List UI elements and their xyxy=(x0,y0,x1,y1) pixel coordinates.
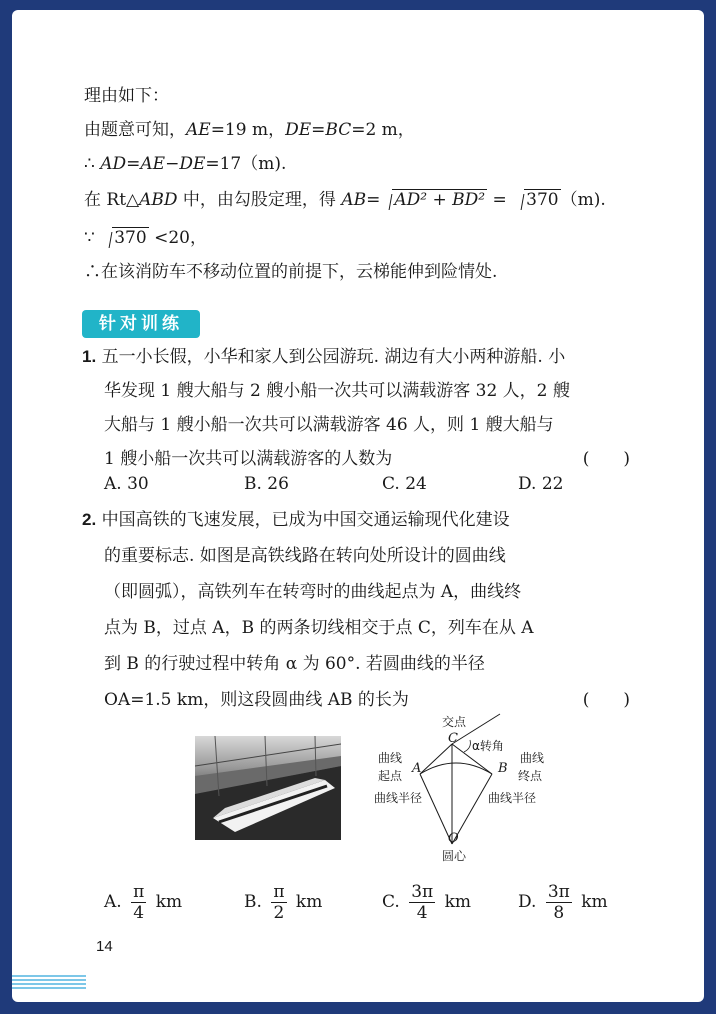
label-center: 圆心 xyxy=(442,849,467,863)
label-curve-start-1: 曲线 xyxy=(378,751,403,765)
answer-paren: ( ) xyxy=(582,449,630,469)
option-c: C. $\frac{3\pi}{4}$ km xyxy=(382,882,472,923)
textbook-page xyxy=(12,10,704,1002)
problem-2-line: 的重要标志. 如图是高铁线路在转向处所设计的圆曲线 xyxy=(104,546,506,566)
solution-line-6: ∴在该消防车不移动位置的前提下，云梯能伸到险情处. xyxy=(84,262,498,282)
curve-diagram xyxy=(352,710,572,870)
fraction: $\frac{3\pi}{4}$ xyxy=(411,882,434,923)
train-photo xyxy=(195,736,341,840)
problem-1-line: 华发现 1 艘大船与 2 艘小船一次共可以满载游客 32 人，2 艘 xyxy=(104,381,570,401)
fraction: $\frac{\pi}{2}$ xyxy=(273,882,285,923)
problem-2-line: （即圆弧），高铁列车在转弯时的曲线起点为 A，曲线终 xyxy=(104,582,522,602)
label-o: O xyxy=(448,831,459,846)
option-d: D. $\frac{3\pi}{8}$ km xyxy=(518,882,608,923)
sqrt-370-b: 370 xyxy=(100,226,148,250)
problem-2-line: 到 B 的行驶过程中转角 α 为 60°. 若圆曲线的半径 xyxy=(104,654,485,674)
solution-line-4: 在 Rt△ABD 中，由勾股定理，得 AB= AD² + BD² = 370 （m). xyxy=(84,190,606,210)
sqrt-370: 370 xyxy=(512,188,560,212)
train-illustration xyxy=(195,736,341,840)
problem-2 xyxy=(82,502,630,718)
footer-stripes xyxy=(12,975,86,991)
option-a: A. $\frac{\pi}{4}$ km xyxy=(104,882,183,923)
solution-line-3: ∴ AD=AE−DE=17（m). xyxy=(84,154,287,174)
problem-1-line: 1. 五一小长假，小华和家人到公园游玩. 湖边有大小两种游船. 小 xyxy=(82,347,566,367)
sqrt-expression: AD² + BD² xyxy=(380,188,487,212)
label-b: B xyxy=(498,761,508,776)
tangent-line-a xyxy=(420,744,452,774)
label-turn-angle: α转角 xyxy=(472,739,504,753)
option-b: B. 26 xyxy=(244,474,289,494)
problem-1-line: 大船与 1 艘小船一次共可以满载游客 46 人，则 1 艘大船与 xyxy=(104,415,554,435)
label-intersection: 交点 xyxy=(442,715,467,729)
option-a: A. 30 xyxy=(104,474,149,494)
section-badge: 针对训练 xyxy=(82,310,200,338)
problem-2-line: 2. 中国高铁的飞速发展，已成为中国交通运输现代化建设 xyxy=(82,510,510,530)
label-radius-right: 曲线半径 xyxy=(488,791,537,805)
solution-line-1: 理由如下： xyxy=(84,86,169,106)
option-b: B. $\frac{\pi}{2}$ km xyxy=(244,882,323,923)
fraction: $\frac{\pi}{4}$ xyxy=(133,882,145,923)
arc-ab xyxy=(420,763,492,774)
answer-paren: ( ) xyxy=(582,690,630,710)
problem-1-line: 1 艘小船一次共可以满载游客的人数为 ( ) xyxy=(82,442,630,476)
label-curve-start-2: 起点 xyxy=(378,769,403,783)
option-c: C. 24 xyxy=(382,474,427,494)
label-curve-end-1: 曲线 xyxy=(520,751,545,765)
label-radius-left: 曲线半径 xyxy=(374,791,423,805)
solution-line-2: 由题意可知，AE=19 m，DE=BC=2 m， xyxy=(84,120,415,140)
page-number: 14 xyxy=(96,938,113,955)
label-curve-end-2: 终点 xyxy=(518,769,543,783)
label-c: C xyxy=(448,731,458,746)
fraction: $\frac{3\pi}{8}$ xyxy=(547,882,570,923)
problem-1 xyxy=(82,340,630,476)
problem-2-line: 点为 B，过点 A，B 的两条切线相交于点 C，列车在从 A xyxy=(104,618,534,638)
problem-2-line: OA=1.5 km，则这段圆曲线 AB 的长为 ( ) xyxy=(82,682,630,718)
option-d: D. 22 xyxy=(518,474,564,494)
label-a: A xyxy=(412,761,422,776)
angle-mark xyxy=(464,740,470,752)
solution-line-5: ∵ 370 <20， xyxy=(84,228,207,248)
